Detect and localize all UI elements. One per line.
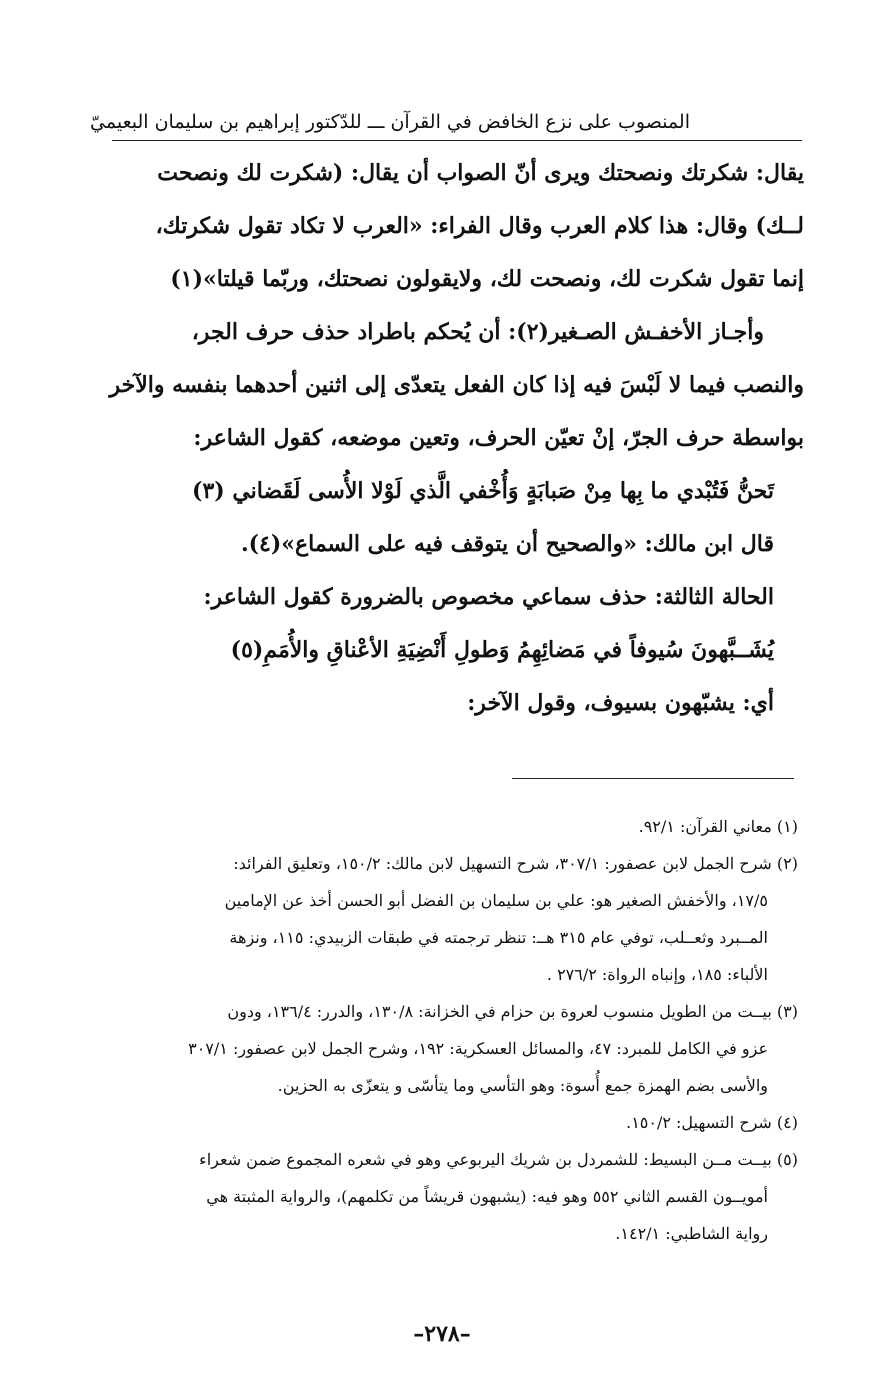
body-line: أي: يشبّهون بسيوف، وقول الآخر: [467, 690, 774, 716]
body-line: لــك) وقال: هذا كلام العرب وقال الفراء: «العرب لا تكاد تقول شكرتك، [155, 213, 804, 239]
page-number: –٢٧٨– [413, 1321, 471, 1347]
footnote-line: المــبرد وثعــلب، توفي عام ٣١٥ هــ: تنظر ترجمته في طبقات الزبيدي: ١١٥، ونزهة [229, 928, 768, 947]
body-line: قال ابن مالك: «والصحيح أن يتوقف فيه على السماع»(٤). [240, 531, 774, 557]
body-line: يقال: شكرتك ونصحتك ويرى أنّ الصواب أن يقال: (شكرت لك ونصحت [157, 160, 804, 186]
body-line: إنما تقول شكرت لك، ونصحت لك، ولايقولون نصحتك، وربّما قيلتا»(١) [170, 266, 804, 292]
main-text [86, 147, 804, 730]
footnote-line: (٥) بيــت مــن البسيط: للشمردل بن شريك اليربوعي وهو في شعره المجموع ضمن شعراء [199, 1150, 798, 1169]
running-header: المنصوب على نزع الخافض في القرآن ـــ للدّكتور إبراهيم بن سليمان البعيميّ [90, 111, 690, 133]
footnote-line: ١٧/٥، والأخفش الصغير هو: علي بن سليمان بن الفضل أبو الحسن أخذ عن الإمامين [224, 891, 768, 910]
footnote-line: عزو في الكامل للمبرد: ٤٧، والمسائل العسكرية: ١٩٢، وشرح الجمل لابن عصفور: ٣٠٧/١ [188, 1039, 768, 1058]
footnote-line: الألباء: ١٨٥، وإنباه الرواة: ٢٧٦/٢ . [546, 965, 768, 984]
verse-line: تَحنُّ فَتُبْدي ما بِها مِنْ صَبابَةٍ وَأُخْفي الَّذي لَوْلا الأُسى لَقَضاني (٣) [192, 478, 774, 504]
body-line: وأجـاز الأخفـش الصـغير(٢): أن يُحكم باطراد حذف حرف الجر، [191, 319, 764, 345]
footnote-line: أمويــون القسم الثاني ٥٥٢ وهو فيه: (يشبهون قريشاً من تكلمهم)، والرواية المثبتة هي [206, 1187, 768, 1206]
footnote-divider [512, 778, 794, 779]
footnote-line: (٤) شرح التسهيل: ١٥٠/٢. [626, 1113, 798, 1132]
body-line: والنصب فيما لا لَبْسَ فيه إذا كان الفعل يتعدّى إلى اثنين أحدهما بنفسه والآخر [109, 372, 804, 398]
footnotes [76, 808, 798, 1252]
footnote-line: والأسى بضم الهمزة جمع أُسوة: وهو التأسي وما يتأسّى و يتعزّى به الحزين. [277, 1076, 768, 1095]
footnote-line: (١) معاني القرآن: ٩٢/١. [638, 817, 798, 836]
body-line: الحالة الثالثة: حذف سماعي مخصوص بالضرورة كقول الشاعر: [203, 584, 774, 610]
verse-line: يُشَــبَّهونَ سُيوفاً في مَضائِهِمُ وَطولِ أَنْضِيَةِ الأعْناقِ والأُمَمِ(٥) [230, 637, 774, 663]
footnote-line: (٢) شرح الجمل لابن عصفور: ٣٠٧/١، شرح التسهيل لابن مالك: ١٥٠/٢، وتعليق الفرائد: [233, 854, 798, 873]
footnote-line: رواية الشاطبي: ١٤٢/١. [615, 1224, 768, 1243]
footnote-line: (٣) بيــت من الطويل منسوب لعروة بن حزام في الخزانة: ١٣٠/٨، والدرر: ١٣٦/٤، ودون [227, 1002, 798, 1021]
header-divider [112, 140, 802, 141]
body-line: بواسطة حرف الجرّ، إنْ تعيّن الحرف، وتعين موضعه، كقول الشاعر: [193, 425, 804, 451]
